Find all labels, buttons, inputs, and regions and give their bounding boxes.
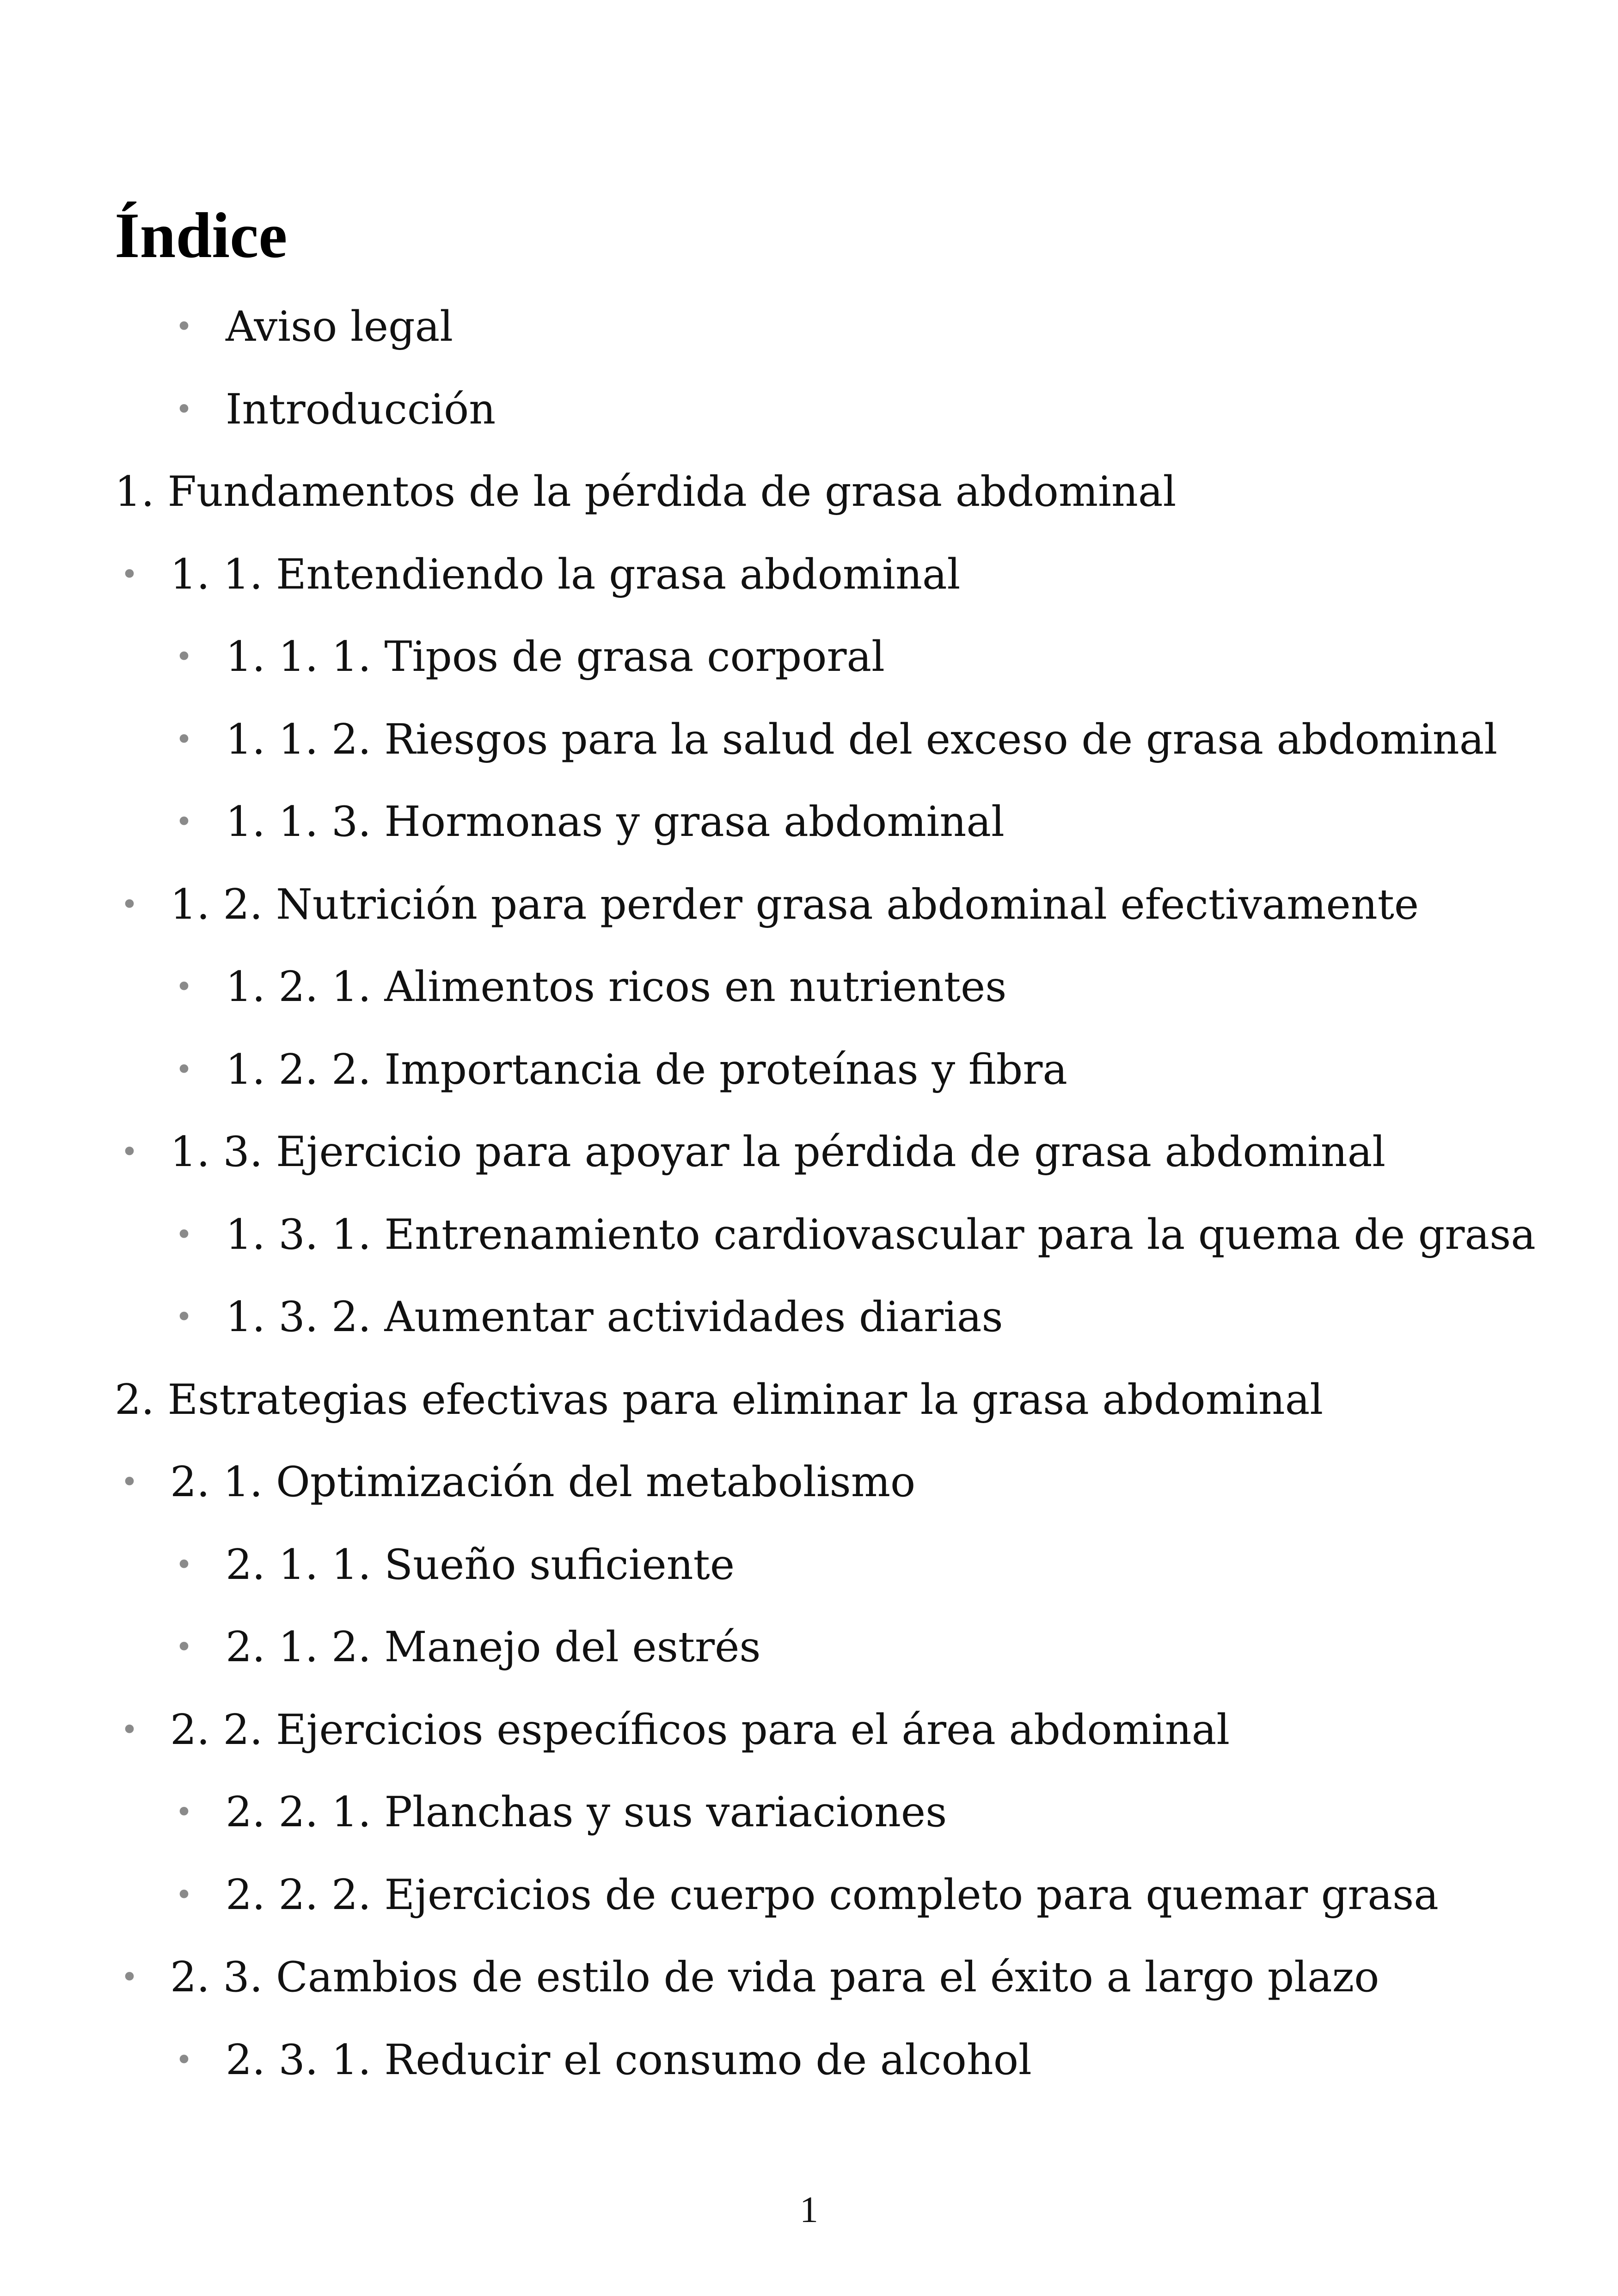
toc-entry-label: 1. 3. Ejercicio para apoyar la pérdida de grasa abdominal (170, 1128, 1386, 1176)
bullet-icon: • (121, 558, 138, 592)
bullet-icon: • (175, 1795, 193, 1829)
bullet-icon: • (175, 1053, 193, 1087)
toc-entry-label: 1. 1. Entendiendo la grasa abdominal (170, 550, 961, 599)
bullet-icon: • (121, 1465, 138, 1499)
toc-entry-label: 1. 2. 2. Importancia de proteínas y fibra (226, 1045, 1068, 1094)
toc-entry-label: 2. 1. 2. Manejo del estrés (226, 1623, 761, 1671)
toc-entry-label: 2. 1. 1. Sueño suficiente (226, 1541, 735, 1589)
page-number: 1 (800, 2190, 818, 2230)
toc-entry-label: 1. 2. Nutrición para perder grasa abdominal efectivamente (170, 880, 1419, 929)
toc-entry-label: 2. 3. 1. Reducir el consumo de alcohol (226, 2036, 1032, 2084)
toc-entry-label: 2. Estrategias efectivas para eliminar la grasa abdominal (115, 1375, 1324, 1424)
bullet-icon: • (175, 1878, 193, 1912)
page-title: Índice (115, 200, 288, 271)
bullet-icon: • (175, 1218, 193, 1252)
bullet-icon: • (175, 640, 193, 674)
bullet-icon: • (121, 1713, 138, 1747)
bullet-icon: • (121, 888, 138, 922)
toc-entry-label: 2. 1. Optimización del metabolismo (170, 1458, 916, 1506)
toc-entry-label: Introducción (226, 385, 496, 434)
bullet-icon: • (175, 723, 193, 757)
toc-entry-label: 1. 1. 2. Riesgos para la salud del exceso de grasa abdominal (226, 715, 1498, 764)
toc-entry-label: 1. 2. 1. Alimentos ricos en nutrientes (226, 963, 1007, 1011)
bullet-icon: • (175, 2043, 193, 2077)
bullet-icon: • (121, 1135, 138, 1169)
toc-entry-label: 1. 1. 1. Tipos de grasa corporal (226, 632, 885, 681)
bullet-icon: • (121, 1960, 138, 1995)
toc-entry-label: 2. 2. 2. Ejercicios de cuerpo completo para quemar grasa (226, 1871, 1439, 1919)
bullet-icon: • (175, 1548, 193, 1582)
bullet-icon: • (175, 805, 193, 839)
bullet-icon: • (175, 310, 193, 344)
toc-entry-label: 1. 3. 2. Aumentar actividades diarias (226, 1293, 1003, 1341)
bullet-icon: • (175, 970, 193, 1004)
bullet-icon: • (175, 393, 193, 427)
toc-entry-label: 2. 2. 1. Planchas y sus variaciones (226, 1788, 947, 1836)
bullet-icon: • (175, 1300, 193, 1334)
toc-entry-label: 1. 3. 1. Entrenamiento cardiovascular para la quema de grasa (226, 1210, 1536, 1259)
toc-entry-label: 1. 1. 3. Hormonas y grasa abdominal (226, 798, 1005, 846)
toc-entry-label: 2. 3. Cambios de estilo de vida para el éxito a largo plazo (170, 1953, 1379, 2001)
toc-entry-label: 1. Fundamentos de la pérdida de grasa abdominal (115, 467, 1177, 516)
toc-entry-label: Aviso legal (226, 302, 454, 351)
bullet-icon: • (175, 1630, 193, 1664)
toc-entry-label: 2. 2. Ejercicios específicos para el área abdominal (170, 1706, 1230, 1754)
